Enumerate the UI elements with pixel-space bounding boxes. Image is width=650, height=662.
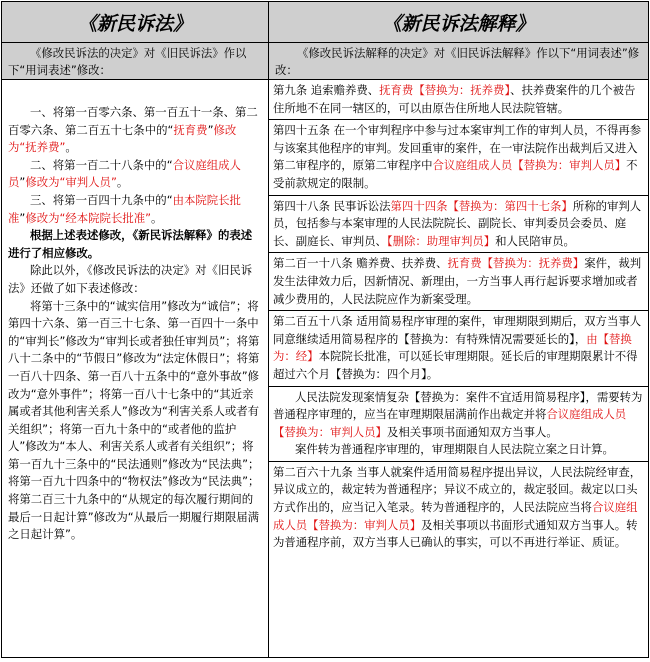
article-row — [269, 80, 648, 120]
right-column-body — [269, 80, 648, 657]
text-run: 第四十五条 在一个审判程序中参与过本案审判工作的审判人员，不得再参与该案其他程序的审判。发回重审的案件，在一审法院作出裁判后又进入第二审程序的，原第二审程序中 — [273, 123, 642, 173]
article-text — [273, 122, 644, 192]
left-paragraph — [8, 104, 262, 157]
article-text — [273, 313, 644, 383]
text-run: 案件，裁判发生法律效力后，因新情况、新理由，一方当事人再行起诉要求增加或者减少费用的，人民法院应作为新案受理。 — [273, 256, 642, 306]
text-run: ” — [207, 122, 214, 137]
text-run: 所称的审判人员，包括参与本案审理的人民法院院长、副院长、审判委员会委员、庭长、副庭长、审判员、 — [273, 198, 642, 248]
text-run: 。 — [151, 210, 163, 225]
article-row — [269, 253, 648, 311]
article-text — [273, 198, 644, 251]
text-run: 二、将第一百二十八条中的“ — [30, 157, 173, 172]
left-column-subtitle: 《修改民诉法的决定》对《旧民诉法》作以下“用词表述”修改： — [2, 43, 268, 80]
left-paragraph — [8, 192, 262, 227]
article-row — [269, 311, 648, 386]
article-row — [269, 462, 648, 554]
highlighted-text: 抚育费【替换为：抚养费】 — [379, 83, 511, 97]
highlighted-text: 合议庭组成人员【替换为：审判人员】 — [273, 500, 638, 532]
text-run: 第二百一十八条 赡养费、扶养费、 — [273, 256, 448, 271]
text-run: 不受前款规定的限制。 — [273, 158, 638, 190]
text-run: 。 — [65, 140, 77, 155]
text-run: 和人民陪审员。 — [495, 233, 575, 248]
highlighted-text: 由【替换为：经】 — [273, 331, 632, 364]
text-run: 第二百六十九条 当事人就案件适用简易程序提出异议，人民法院经审查，异议成立的，裁定转为普通程序；异议不成立的，裁定驳回。裁定以口头方式作出的，应当记入笔录。转为普通程序的，人民法院应当将 — [273, 464, 642, 515]
article-row — [269, 196, 648, 254]
text-run: ” — [19, 175, 26, 190]
text-run: 一、将第一百零六条、第一百五十一条、第二百零六条、第二百五十七条中的“ — [8, 105, 258, 137]
article-text — [273, 255, 644, 308]
article-text — [273, 82, 644, 117]
text-run: 、扶养费案件的几个被告住所地不在同一辖区的，可以由原告住所地人民法院管辖。 — [273, 83, 636, 115]
article-row — [269, 387, 648, 462]
text-run: 根据上述表述修改，《新民诉法解释》的表述进行了相应修改。 — [8, 228, 253, 260]
text-run: 本院院长批准，可以延长审理期限。延长后的审理期限累计不得超过六个月【替换为：四个月】。 — [273, 349, 638, 381]
article-row — [269, 120, 648, 195]
text-run: 及相关事项以书面形式通知双方当事人。转为普通程序前，双方当事人已确认的事实，可以不再进行举证、质证。 — [273, 517, 638, 550]
article-text — [273, 441, 644, 459]
right-column-subtitle: 《修改民诉法解释的决定》对《旧民诉法解释》作以下“用词表述”修改： — [269, 43, 648, 80]
right-column-title: 《新民诉法解释》 — [269, 2, 648, 43]
highlighted-text: 第四十四条【替换为：第四十七条】 — [390, 198, 573, 213]
text-run: 人民法院发现案情复杂【替换为：案件不宜适用简易程序】，需要转为普通程序审理的，应当在审理期限届满前作出裁定并将 — [273, 389, 643, 422]
highlighted-text: 合议庭组成人员 — [8, 157, 241, 190]
comparison-table — [1, 1, 649, 658]
left-column-body — [2, 80, 268, 657]
text-run: ” — [19, 210, 26, 225]
text-run: 及相关事项书面通知双方当事人。 — [386, 424, 558, 439]
highlighted-text: 修改为“抚养费” — [8, 122, 237, 155]
text-run: 将第十三条中的“诚实信用”修改为“诚信”；将第四十六条、第一百三十七条、第一百四十一条中的“审判长”修改为“审判长或者独任审判员”；将第八十二条中的“节假日”修改为“法定休假日”；将第一百八十四条、第一百八十五条中的“意外事故”修改为“意外事件”；将第一百八十七条中的“其近亲属或者其他利害关系人”修改为“利害关系人或者有关组织”；将第一百九十条中的“或者他的监护人”修改为“本人、利害关系人或者有关组织”；将第一百九十三条中的“民法通则”修改为“民法典”；将第一百九十四条中的“物权法”修改为“民法典”；将第二百三十九条中的“从规定的每次履行期间的最后一日起计算”修改为“从最后一期履行期限届满之日起计算”。 — [8, 298, 260, 542]
left-paragraph — [8, 227, 262, 262]
highlighted-text: 抚育费【替换为：抚养费】 — [447, 256, 585, 271]
left-paragraph — [8, 157, 262, 192]
article-text — [273, 464, 644, 552]
highlighted-text: 修改为“经本院院长批准” — [25, 210, 152, 225]
text-run: 三、将第一百四十九条中的“ — [30, 192, 173, 207]
highlighted-text: 合议庭组成人员【替换为：审判人员】 — [432, 158, 627, 173]
left-paragraph — [8, 298, 262, 544]
left-column-title: 《新民诉法》 — [2, 2, 268, 43]
text-run: 除此以外，《修改民诉法的决定》对《旧民诉法》还做了如下表述修改： — [8, 263, 253, 295]
text-run: 案件转为普通程序审理的，审理期限自人民法院立案之日计算。 — [295, 442, 614, 457]
text-run: 第二百五十八条 适用简易程序审理的案件，审理期限到期后，双方当事人同意继续适用简易程序的【替换为：有特殊情况需要延长的】， — [273, 314, 642, 346]
highlighted-text: 【删除：助理审判员】 — [386, 233, 496, 248]
text-run: 第四十八条 民事诉讼法 — [273, 198, 391, 213]
highlighted-text: 由本院院长批准 — [8, 192, 241, 225]
highlighted-text: 合议庭组成人员【替换为：审判人员】 — [273, 407, 627, 439]
highlighted-text: 抚育费 — [173, 122, 208, 137]
left-column — [2, 2, 269, 657]
highlighted-text: 修改为“审判人员” — [25, 175, 117, 190]
text-run: 。 — [116, 175, 129, 190]
article-text — [273, 389, 644, 442]
right-column — [269, 2, 648, 657]
text-run: 第九条 追索赡养费、 — [273, 83, 380, 97]
left-paragraph — [8, 262, 262, 297]
